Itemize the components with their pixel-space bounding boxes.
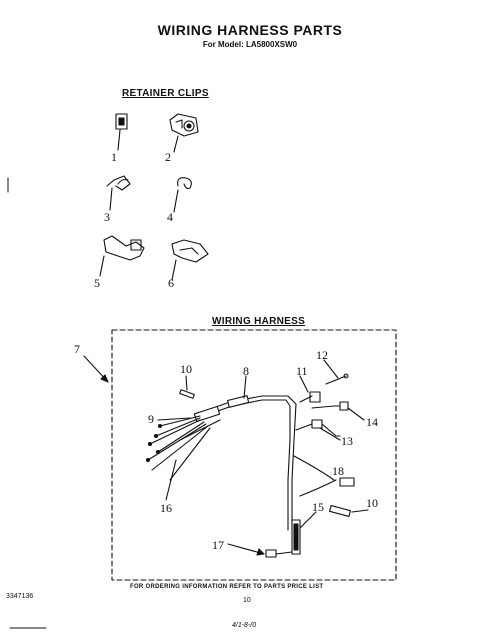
harness-label-18: 18: [332, 464, 344, 478]
harness-label-9: 9: [148, 412, 154, 426]
harness-label-17: 17: [212, 538, 224, 552]
retainer-clip-4: [174, 178, 191, 212]
harness-label-12: 12: [316, 348, 328, 362]
wiring-harness-heading: WIRING HARNESS: [212, 316, 306, 327]
document-number: 3347136: [6, 593, 34, 600]
harness-label-7: 7: [74, 342, 80, 356]
harness-assembly: [147, 360, 369, 557]
retainer-clip-1: [116, 114, 127, 150]
date-mark: 4/1-8-/0: [232, 622, 257, 629]
clip-label-4: 4: [167, 210, 173, 224]
retainer-clip-6: [172, 240, 208, 280]
clip-label-1: 1: [111, 150, 117, 164]
harness-label-11: 11: [296, 364, 308, 378]
model-subtitle: For Model: LA5800XSW0: [202, 40, 298, 49]
retainer-clips-heading: RETAINER CLIPS: [122, 88, 209, 99]
page-number: 10: [243, 597, 251, 604]
harness-label-14: 14: [366, 415, 378, 429]
harness-label-10-top: 10: [180, 362, 192, 376]
harness-label-13: 13: [341, 434, 353, 448]
retainer-clip-3: [107, 176, 130, 210]
harness-frame: [112, 330, 396, 580]
clip-label-5: 5: [94, 276, 100, 290]
ordering-note: FOR ORDERING INFORMATION REFER TO PARTS PRICE LIST: [130, 584, 324, 590]
retainer-clip-2: [170, 114, 198, 152]
harness-label-8: 8: [243, 364, 249, 378]
retainer-clip-5: [100, 236, 144, 276]
harness-label-10-bottom: 10: [366, 496, 378, 510]
harness-label-16: 16: [160, 501, 172, 515]
clip-label-6: 6: [168, 276, 174, 290]
clip-label-2: 2: [165, 150, 171, 164]
clip-label-3: 3: [104, 210, 110, 224]
page-title: WIRING HARNESS PARTS: [157, 22, 343, 38]
harness-label-15: 15: [312, 500, 324, 514]
